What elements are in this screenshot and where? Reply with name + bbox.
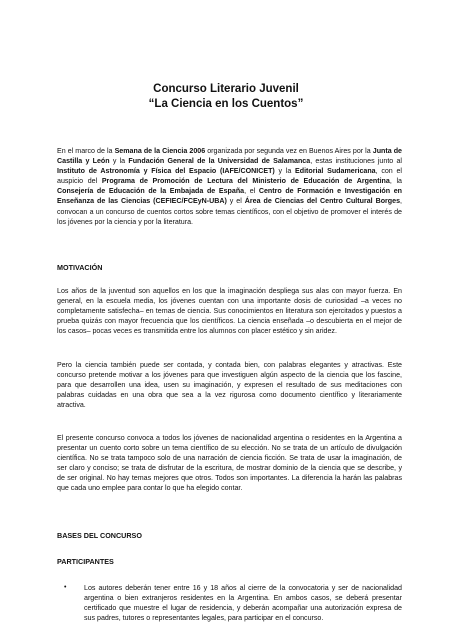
intro-text: , estas instituciones junto al — [310, 157, 402, 166]
intro-text: y el — [226, 197, 245, 206]
participantes-heading: PARTICIPANTES — [57, 557, 114, 566]
intro-text: , convocan a un concurso de cuentos cortos sobre temas científicos, con el objetivo de promover el interés de los jóvenes por la ciencia y por la literatura. — [57, 197, 402, 226]
motivacion-paragraph-2: Pero la ciencia también puede ser contada, y contada bien, con palabras elegantes y atractivas. Este concurso pretende motivar a los jóvenes para que investiguen algún aspecto de la ciencia que los fascine, para que desarrollen una idea, usen su imaginación, y expresen el resultado de sus meditaciones con palabras cuidadas en una obra que sea a la vez rigurosa como documento científico y literariamente atractiva. — [57, 361, 402, 410]
intro-text: , la — [389, 177, 403, 186]
intro-text: y la — [109, 157, 129, 166]
bases-heading: BASES DEL CONCURSO — [57, 531, 142, 540]
list-item — [64, 583, 402, 627]
intro-bold: Fundación General de la Universidad de Salamanca — [128, 157, 311, 166]
intro-bold: Instituto de Astronomía y Física del Espacio (IAFE/CONICET) — [57, 167, 275, 176]
intro-paragraph — [57, 146, 402, 227]
intro-text: organizada por segunda vez en Buenos Aires por la — [205, 147, 373, 155]
motivacion-paragraph-1: Los años de la juventud son aquellos en los que la imaginación despliega sus alas con mayor fuerza. En general, en la escuela media, los jóvenes cuentan con una importante dosis de curiosidad –a veces no completamente satisfecha– en temas de ciencia. Sus conocimientos en literatura son ejercitados y puestos a prueba quizás con mayor frecuencia que los científicos. La ciencia enseñada –o descubierta en el mejor de los casos– pocas veces es transmitida entre los alumnos con placer estético y sin aridez. — [57, 287, 402, 336]
intro-bold: Semana de la Ciencia 2006 — [114, 147, 206, 155]
participantes-bullet-1: Los autores deberán tener entre 16 y 18 años al cierre de la convocatoria y ser de nacionalidad argentina o bien extranjeros residentes en la Argentina. En ambos casos, se deberá presentar certificado que muestre el lugar de residencia, y deberán acompañar una autorización expresa de sus padres, tutores o representantes legales, para participar en el concurso. — [84, 584, 402, 623]
intro-text: , con el auspicio del — [57, 167, 403, 186]
title-line-2: “La Ciencia en los Cuentos” — [148, 98, 304, 110]
intro-text: , el — [244, 187, 259, 196]
intro-bold: Programa de Promoción de Lectura del Ministerio de Educación de Argentina — [101, 177, 390, 186]
motivacion-heading: MOTIVACIÓN — [57, 263, 103, 272]
intro-bold: Área de Ciencias del Centro Cultural Borges — [244, 197, 401, 206]
intro-bold: Centro de Formación e Investigación en Enseñanza de las Ciencias (CEFIEC/FCEyN-UBA) — [57, 187, 402, 206]
intro-bold: Consejería de Educación de la Embajada de España — [57, 187, 245, 196]
intro-text: y la — [274, 167, 296, 176]
intro-text: En el marco de la — [57, 147, 115, 155]
intro-bold: Editorial Sudamericana — [295, 167, 376, 176]
intro-bold: Junta de Castilla y León — [57, 147, 402, 166]
bullet-icon: • — [64, 584, 67, 591]
document-title — [0, 82, 452, 112]
title-line-1: Concurso Literario Juvenil — [153, 83, 299, 95]
motivacion-paragraph-3: El presente concurso convoca a todos los jóvenes de nacionalidad argentina o residentes en la Argentina a presentar un cuento corto sobre un tema científico de su elección. No se trata de un artículo de divulgación científica. No se trata tampoco solo de una narración de ciencia ficción. Se trata de usar la imaginación, de ser claro y conciso; se trata de disfrutar de la escritura, de mostrar dominio de la ciencia que se describe, y de ser original. No hay temas mejores que otros. Todos son importantes. La diferencia la harán las palabras que cada uno emplee para contar lo que ha elegido contar. — [57, 434, 402, 493]
